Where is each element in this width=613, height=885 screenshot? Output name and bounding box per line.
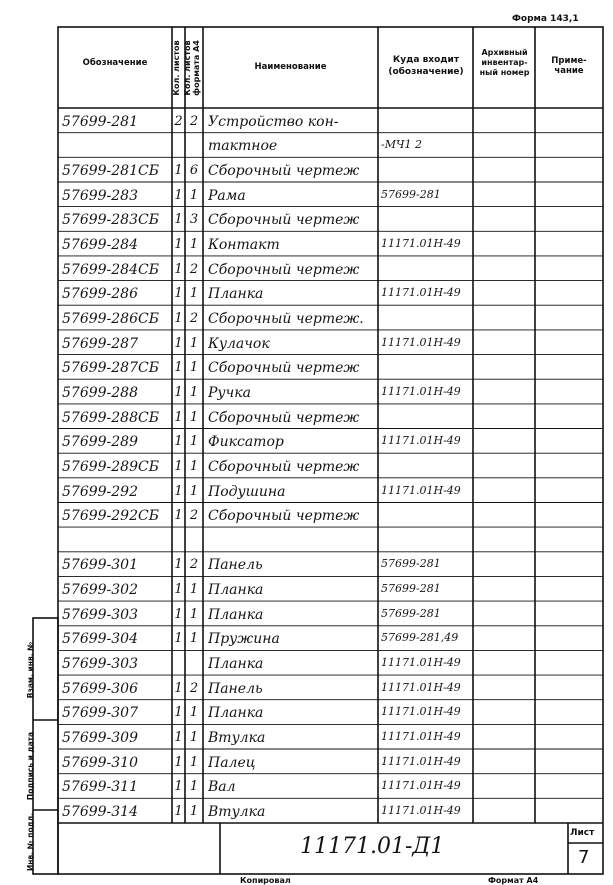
row-name: Палец [208, 754, 256, 771]
row-where-used: 57699-281,49 [381, 631, 459, 645]
row-where-used: 11171.01Н-49 [381, 779, 461, 793]
row-where-used: 11171.01Н-49 [381, 705, 461, 719]
row-sheets-count: 1 [174, 730, 183, 745]
row-where-used: 11171.01Н-49 [381, 236, 461, 250]
form-label: Форма 143,1 [512, 14, 579, 24]
row-sheets-a4: 6 [189, 163, 199, 178]
row-name: Кулачок [208, 335, 270, 352]
row-designation: 57699-289СБ [62, 458, 159, 475]
row-sheets-a4: 1 [189, 458, 199, 474]
row-sheets-a4: 2 [189, 680, 199, 696]
row-designation: 57699-284 [62, 236, 138, 253]
sheet-number: 7 [578, 847, 590, 868]
row-sheets-count: 1 [174, 360, 183, 376]
row-name: Сборочный чертеж [208, 409, 360, 426]
row-sheets-a4: 3 [189, 212, 199, 228]
row-where-used: 11171.01Н-49 [381, 335, 461, 349]
sheet-label: Лист [570, 828, 595, 838]
row-sheets-a4: 2 [189, 261, 199, 277]
row-designation: 57699-307 [62, 705, 138, 722]
row-where-used: -МЧ1 2 [381, 138, 422, 152]
row-sheets-a4: 1 [189, 286, 199, 302]
row-name: Планка [208, 582, 264, 599]
row-name: Планка [208, 705, 264, 722]
row-sheets-a4: 1 [189, 730, 199, 745]
row-sheets-count: 1 [174, 804, 183, 819]
row-sheets-count: 1 [174, 261, 183, 277]
row-name: Планка [208, 606, 264, 623]
row-sheets-count: 1 [174, 212, 183, 228]
row-sheets-a4: 1 [189, 384, 199, 400]
row-designation: 57699-281СБ [62, 163, 159, 179]
row-sheets-count: 2 [174, 113, 183, 129]
stamp-inv-original: Инв. № подл. [26, 812, 35, 872]
row-name: Пружина [208, 631, 280, 648]
row-sheets-a4: 1 [189, 582, 199, 598]
row-sheets-a4: 1 [189, 335, 199, 351]
row-name: Контакт [208, 236, 280, 253]
header-designation: Обозначение [82, 58, 148, 68]
stamp-signature-date: Подпись и дата [26, 731, 35, 801]
row-name: Втулка [208, 804, 266, 820]
row-where-used: 57699-281 [381, 557, 441, 571]
row-where-used: 11171.01Н-49 [381, 384, 461, 398]
row-sheets-count: 1 [174, 335, 183, 351]
row-name: Панель [208, 680, 263, 697]
row-name: Вал [208, 779, 236, 796]
row-designation: 57699-314 [62, 804, 138, 820]
row-sheets-count: 1 [174, 409, 183, 425]
row-designation: 57699-284СБ [62, 261, 159, 278]
row-name: Фиксатор [208, 434, 284, 451]
row-sheets-a4: 2 [189, 113, 199, 129]
row-sheets-count: 1 [174, 557, 183, 573]
row-name: Сборочный чертеж [208, 508, 360, 525]
row-sheets-a4: 1 [189, 631, 199, 647]
row-sheets-count: 1 [174, 187, 183, 203]
row-sheets-a4: 1 [189, 434, 199, 450]
row-sheets-count: 1 [174, 286, 183, 302]
stamp-replaced-inv: Взам. инв. № [26, 641, 35, 699]
row-designation: 57699-283 [62, 187, 138, 204]
row-where-used: 11171.01Н-49 [381, 754, 461, 768]
row-name: Планка [208, 286, 264, 303]
row-where-used: 57699-281 [381, 187, 441, 201]
row-name: Ручка [208, 384, 251, 401]
row-where-used: 11171.01Н-49 [381, 483, 461, 497]
row-name: Сборочный чертеж [208, 360, 360, 377]
row-designation: 57699-286СБ [62, 310, 159, 327]
row-sheets-count: 1 [174, 582, 183, 598]
row-sheets-count: 1 [174, 384, 183, 400]
row-sheets-a4: 1 [189, 754, 199, 770]
row-sheets-a4: 1 [189, 804, 199, 819]
row-where-used: 57699-281 [381, 606, 441, 620]
header-note: Приме- чание [551, 56, 587, 76]
row-sheets-count: 1 [174, 310, 183, 326]
row-designation: 57699-306 [62, 680, 138, 697]
row-sheets-a4: 1 [189, 236, 199, 252]
row-where-used: 11171.01Н-49 [381, 286, 461, 300]
row-sheets-count: 1 [174, 680, 183, 696]
row-designation: 57699-287СБ [62, 360, 159, 377]
row-where-used: 11171.01Н-49 [381, 730, 461, 743]
row-name: Устройство кон- [208, 113, 339, 130]
row-sheets-count: 1 [174, 779, 183, 795]
row-sheets-a4: 1 [189, 705, 199, 721]
row-name: Сборочный чертеж [208, 163, 360, 179]
row-name: Панель [208, 557, 263, 574]
header-where-used: Куда входит (обозначение) [388, 55, 464, 77]
row-designation: 57699-302 [62, 582, 138, 599]
row-where-used: 57699-281 [381, 582, 441, 596]
row-designation: 57699-304 [62, 631, 138, 648]
row-where-used: 11171.01Н-49 [381, 656, 461, 670]
row-name: Сборочный чертеж. [208, 310, 364, 327]
row-sheets-a4: 1 [189, 779, 199, 795]
row-sheets-count: 1 [174, 508, 183, 524]
row-designation: 57699-288 [62, 384, 138, 401]
row-sheets-count: 1 [174, 434, 183, 450]
row-designation: 57699-287 [62, 335, 138, 352]
row-name: Подушина [208, 483, 286, 500]
row-sheets-a4: 1 [189, 187, 199, 203]
row-name: Сборочный чертеж [208, 212, 360, 229]
document-code: 11171.01-Д1 [300, 834, 445, 859]
header-sheets-a4: Кол. листов формата А4 [183, 40, 201, 96]
row-sheets-a4: 1 [189, 483, 199, 499]
row-where-used: 11171.01Н-49 [381, 804, 461, 817]
row-sheets-a4: 1 [189, 606, 199, 622]
row-designation: 57699-303 [62, 656, 138, 673]
row-designation: 57699-292СБ [62, 508, 159, 525]
row-designation: 57699-289 [62, 434, 138, 451]
row-designation: 57699-283СБ [62, 212, 159, 229]
format-label: Формат А4 [488, 876, 539, 885]
row-designation: 57699-303 [62, 606, 138, 623]
copied-label: Копировал [240, 876, 291, 885]
row-designation: 57699-311 [62, 779, 138, 796]
row-designation: 57699-309 [62, 730, 138, 746]
row-name: Втулка [208, 730, 266, 746]
row-designation: 57699-301 [62, 557, 138, 574]
row-designation: 57699-288СБ [62, 409, 159, 426]
row-sheets-a4: 2 [189, 557, 199, 573]
row-sheets-count: 1 [174, 163, 183, 178]
row-sheets-a4: 2 [189, 508, 199, 524]
row-sheets-count: 1 [174, 705, 183, 721]
row-sheets-count: 1 [174, 483, 183, 499]
row-sheets-count: 1 [174, 236, 183, 252]
row-sheets-a4: 1 [189, 409, 199, 425]
row-name: тактное [208, 138, 278, 155]
row-designation: 57699-292 [62, 483, 138, 500]
row-name: Рама [208, 187, 246, 204]
row-name: Сборочный чертеж [208, 458, 360, 475]
row-sheets-count: 1 [174, 631, 183, 647]
row-designation: 57699-281 [62, 113, 138, 130]
row-designation: 57699-286 [62, 286, 138, 303]
row-where-used: 11171.01Н-49 [381, 434, 461, 448]
header-sheets-count: Кол. листов [172, 40, 181, 96]
row-designation: 57699-310 [62, 754, 138, 771]
header-name: Наименование [254, 62, 327, 72]
row-sheets-a4: 2 [189, 310, 199, 326]
row-where-used: 11171.01Н-49 [381, 680, 461, 694]
row-sheets-a4: 1 [189, 360, 199, 376]
row-sheets-count: 1 [174, 754, 183, 770]
row-sheets-count: 1 [174, 458, 183, 474]
row-name: Сборочный чертеж [208, 261, 360, 278]
row-sheets-count: 1 [174, 606, 183, 622]
row-name: Планка [208, 656, 264, 673]
header-archive-number: Архивный инвентар- ный номер [479, 48, 530, 77]
